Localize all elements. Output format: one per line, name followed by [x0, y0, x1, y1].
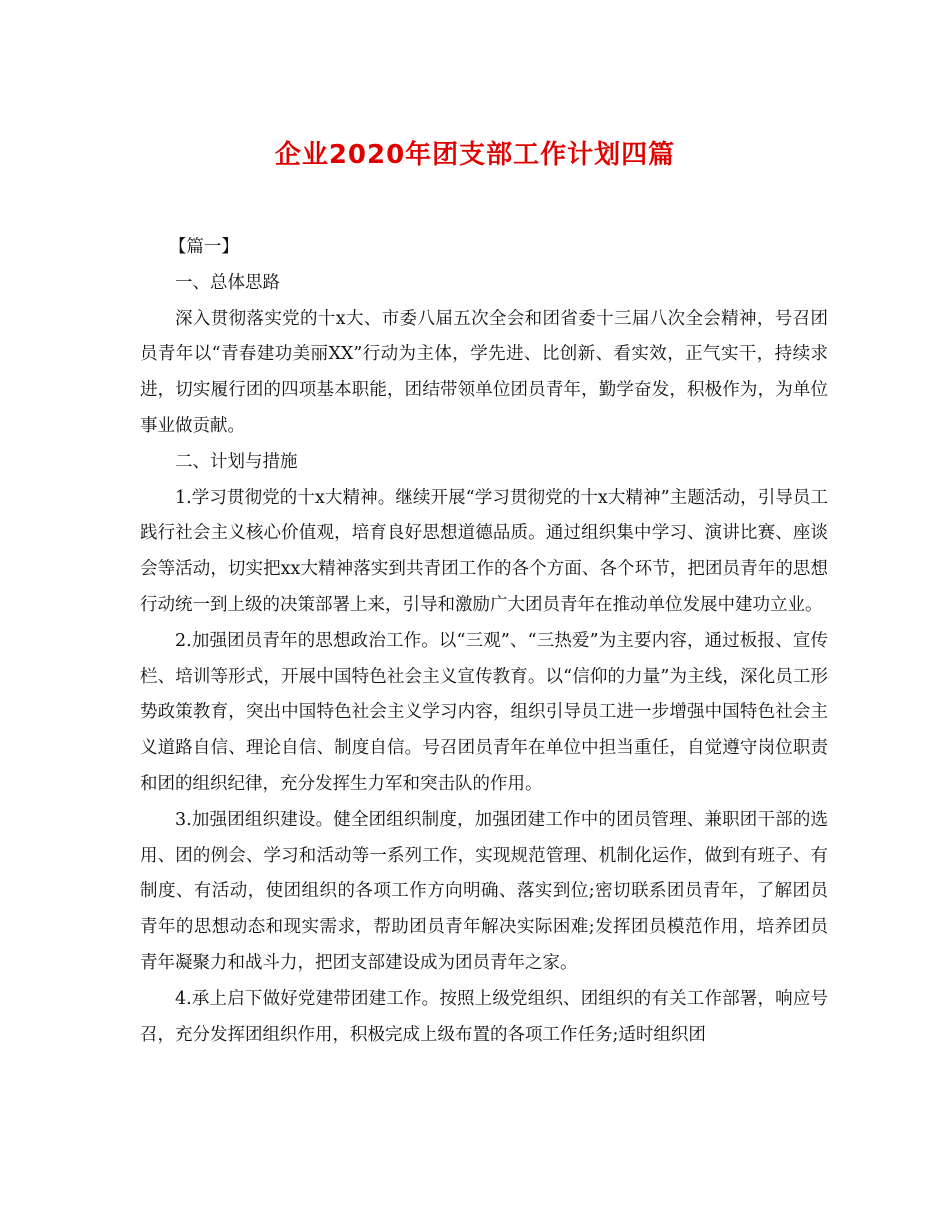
document-body: [140, 230, 828, 1053]
section-heading: 二、计划与措施: [175, 451, 298, 472]
paragraph: 3.加强团组织建设。健全团组织制度，加强团建工作中的团员管理、兼职团干部的选用、团的例会、学习和活动等一系列工作，实现规范管理、机制化运作，做到有班子、有制度、有活动，使团组织的各项工作方向明确、落实到位;密切联系团员青年，了解团员青年的思想动态和现实需求，帮助团员青年解决实际困难;发挥团员模范作用，培养团员青年凝聚力和战斗力，把团支部建设成为团员青年之家。: [140, 809, 828, 973]
paragraph: 4.承上启下做好党建带团建工作。按照上级党组织、团组织的有关工作部署，响应号召，充分发挥团组织作用，积极完成上级布置的各项工作任务;适时组织团: [140, 988, 828, 1045]
section-marker: 【篇一】: [168, 237, 239, 257]
document-title: 企业2020年团支部工作计划四篇: [274, 140, 676, 170]
section-heading: 一、总体思路: [175, 272, 280, 293]
paragraph: 深入贯彻落实党的十x大、市委八届五次全会和团省委十三届八次全会精神，号召团员青年以“青春建功美丽XX”行动为主体，学先进、比创新、看实效，正气实干，持续求进，切实履行团的四项基本职能，团结带领单位团员青年，勤学奋发，积极作为，为单位事业做贡献。: [140, 308, 828, 436]
paragraph: 1.学习贯彻党的十x大精神。继续开展“学习贯彻党的十x大精神”主题活动，引导员工践行社会主义核心价值观，培育良好思想道德品质。通过组织集中学习、演讲比赛、座谈会等活动，切实把xx大精神落实到共青团工作的各个方面、各个环节，把团员青年的思想行动统一到上级的决策部署上来，引导和激励广大团员青年在推动单位发展中建功立业。: [140, 487, 828, 615]
paragraph: 2.加强团员青年的思想政治工作。以“三观”、“三热爱”为主要内容，通过板报、宣传栏、培训等形式，开展中国特色社会主义宣传教育。以“信仰的力量”为主线，深化员工形势政策教育，突出中国特色社会主义学习内容，组织引导员工进一步增强中国特色社会主义道路自信、理论自信、制度自信。号召团员青年在单位中担当重任，自觉遵守岗位职责和团的组织纪律，充分发挥生力军和突击队的作用。: [140, 630, 828, 794]
